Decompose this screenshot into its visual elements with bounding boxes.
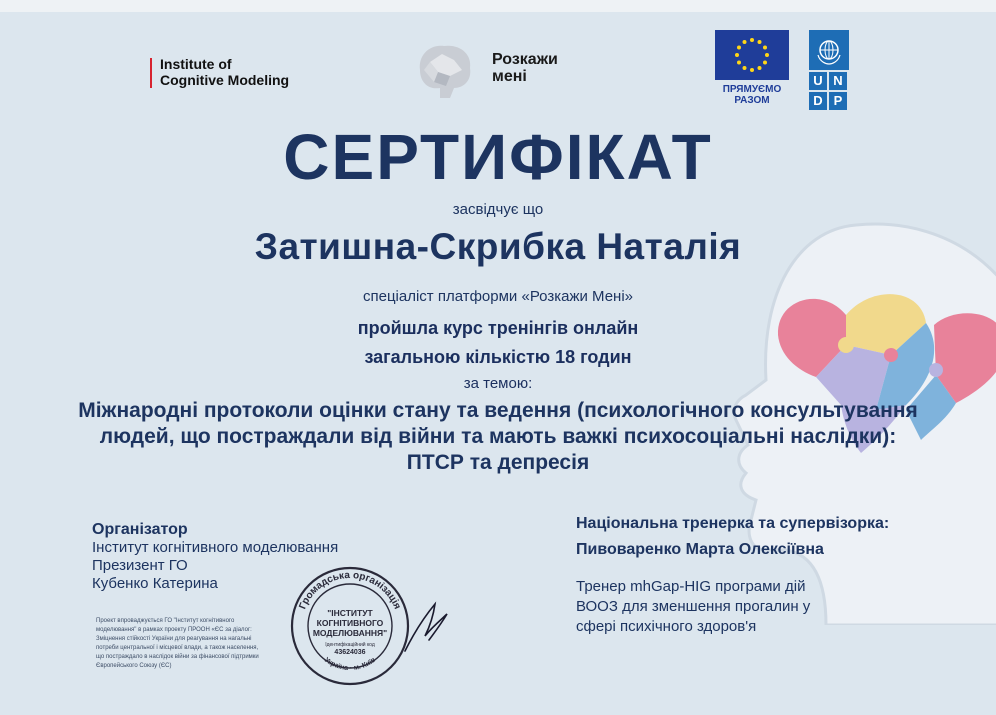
trainer-name: Пивоваренко Марта Олексіївна (576, 541, 824, 558)
rozkazhy-meni-logo (410, 40, 558, 102)
footnote-line-4: потреби центральної і місцевої влади, а також населення, (96, 645, 259, 651)
topic-intro: за темою: (463, 375, 533, 392)
stamp-center-line-2: КОГНІТИВНОГО (316, 618, 384, 628)
trainer-desc-line-2: ВООЗ для зменшення прогалин у (576, 598, 811, 615)
svg-text:Україна · м. Київ (323, 656, 378, 672)
icm-logo-line1: Institute of (160, 56, 232, 72)
stamp-ring-text: Громадська організація (297, 569, 403, 611)
footnote-line-1: Проект впроваджується ГО "Інститут когнітивного (96, 618, 235, 624)
undp-logo (809, 30, 851, 110)
stamp-center-line-3: МОДЕЛЮВАННЯ" (312, 628, 388, 638)
icm-logo-line2: Cognitive Modeling (160, 72, 290, 88)
recipient-name: Затишна-Скрибка Наталія (254, 226, 742, 267)
footnote-line-2: моделювання" в рамках проекту ПРООН «ЄС за діалог: (96, 627, 252, 633)
footnote-line-6: Європейського Союзу (ЄС) (96, 663, 172, 669)
top-band (0, 0, 996, 12)
topic-line-1: Міжнародні протоколи оцінки стану та ведення (психологічного консультування (78, 399, 918, 422)
eu-logo (713, 30, 791, 106)
recipient-role: спеціаліст платформи «Розкажи Мені» (362, 288, 633, 305)
stamp-code: 43624036 (334, 649, 366, 656)
course-line-2: загальною кількістю 18 годин (364, 347, 632, 367)
organizer-line-3: Кубенко Катерина (92, 575, 218, 592)
undp-letter-p: P (829, 92, 847, 110)
footnote-line-3: Зміцнення стійкості України для реагування на нагальні (96, 636, 252, 642)
undp-letter-n: N (829, 72, 847, 90)
trainer-heading: Національна тренерка та супервізорка: (576, 515, 890, 532)
stamp-center-line-1: "ІНСТИТУТ (327, 608, 373, 618)
topic-title (40, 398, 956, 476)
stamp-code-label: Ідентифікаційний код (325, 642, 375, 648)
certifies-text: засвідчує що (452, 201, 544, 218)
organizer-heading: Організатор (92, 521, 188, 538)
eu-flag-icon (715, 30, 789, 80)
organizer-line-2: Презизент ГО (92, 557, 188, 574)
icm-logo-bar (150, 58, 152, 88)
organizer-line-1: Інститут когнітивного моделювання (92, 539, 339, 556)
undp-emblem-icon (809, 30, 849, 70)
footnote-line-5: що постраждало в наслідок війни за фінансової підтримки (96, 654, 259, 660)
topic-line-2: людей, що постраждали від війни та мають важкі психосоціальні наслідки): (99, 425, 897, 448)
project-footnote (96, 617, 291, 671)
signature-mark (395, 596, 455, 656)
eu-caption-line2: РАЗОМ (734, 95, 770, 106)
stamp-seal (288, 564, 412, 688)
icm-logo (150, 56, 289, 88)
course-line-1: пройшла курс тренінгів онлайн (357, 318, 639, 338)
rozkazhy-logo-line1: Розкажи (492, 51, 558, 68)
stamp-bottom-text: Україна · м. Київ (322, 656, 378, 673)
trainer-desc-line-1: Тренер mhGap-HIG програми дій (576, 578, 806, 595)
topic-line-3: ПТСР та депресія (406, 451, 590, 474)
undp-letter-d: D (809, 92, 827, 110)
trainer-description (576, 577, 876, 637)
rozkazhy-logo-line2: мені (492, 68, 527, 85)
eu-caption-line1: ПРЯМУЄМО (722, 84, 782, 95)
certificate-title: СЕРТИФІКАТ (283, 121, 713, 193)
trainer-desc-line-3: сфері психічного здоров'я (576, 618, 757, 635)
brain-sculpture-icon (410, 40, 478, 102)
undp-letter-u: U (809, 72, 827, 90)
trainer-block (576, 515, 976, 637)
